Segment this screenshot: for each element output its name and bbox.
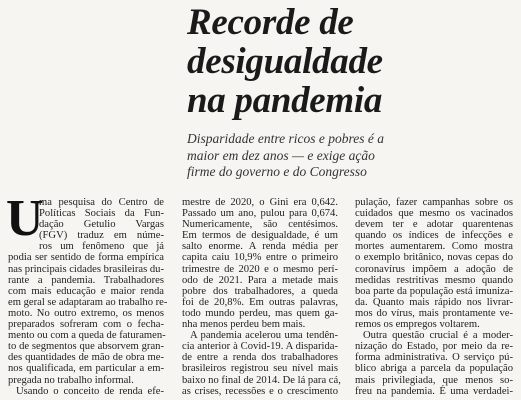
body-line: freu na pandemia. É uma verdadei- bbox=[355, 385, 513, 397]
headline-line: desigualdade bbox=[187, 41, 383, 82]
body-line: Usando o conceito de renda efe- bbox=[16, 385, 164, 397]
headline bbox=[187, 3, 507, 120]
body-line: nha menos perdeu bem mais. bbox=[182, 319, 306, 331]
body-line: remos os empregos voltarem. bbox=[355, 319, 480, 331]
body-line: quando os índices de infecções e bbox=[355, 230, 513, 242]
body-line: A pandemia acelerou uma tendên- bbox=[190, 330, 338, 342]
body-line: todo mundo perdeu, mas quem ga- bbox=[182, 307, 338, 319]
body-line: podia ser sentido de forma empírica bbox=[8, 252, 164, 264]
body-line: Políticas Sociais da Fun- bbox=[39, 208, 164, 220]
body-line: forma administrativa. O serviço pú- bbox=[355, 352, 513, 364]
body-line: nas principais cidades brasileiras du- bbox=[8, 263, 164, 275]
body-line: moto. No outro extremo, os menos bbox=[8, 307, 164, 319]
body-line: capita caiu 10,9% entre o primeiro bbox=[182, 252, 338, 264]
body-line: mais privilegiada, que menos so- bbox=[355, 374, 513, 386]
body-line: foi de 20,8%. Em outras palavras, bbox=[182, 296, 338, 308]
body-line: blico abriga a parcela da população bbox=[355, 363, 513, 375]
body-line: to de segmentos que absorvem gran- bbox=[8, 341, 164, 353]
body-line: trimestre de 2020 e o mesmo perí- bbox=[182, 263, 338, 275]
body-line: nos qualificada, em particular a em- bbox=[8, 363, 164, 375]
body-line: (FGV) traduz em núme- bbox=[39, 230, 164, 242]
body-line: Em termos de desigualdade, é um bbox=[182, 230, 338, 242]
body-line: mestre de 2020, o Gini era 0,642. bbox=[182, 197, 338, 208]
body-line: ros um fenômeno que já bbox=[39, 241, 164, 253]
body-line: da. Quanto mais rápido nos livrar- bbox=[355, 296, 513, 308]
body-line: pulação, fazer campanhas sobre os bbox=[355, 197, 513, 208]
body-line: Passado um ano, pulou para 0,674. bbox=[182, 208, 338, 220]
body-column-2 bbox=[182, 197, 341, 397]
body-column-3 bbox=[355, 197, 513, 397]
body-line: cia anterior à Covid-19. A disparida- bbox=[182, 341, 338, 353]
body-line: medidas restritivas mesmo quando bbox=[355, 274, 513, 286]
body-line: mortes aumentarem. Como mostra bbox=[355, 241, 513, 253]
body-line: preparados sofreram com o fecha- bbox=[8, 319, 164, 331]
body-line: mento ou com a queda de faturamen- bbox=[8, 330, 166, 342]
body-line: dação Getulio Vargas bbox=[39, 219, 164, 231]
body-line: des quantidades de mão de obra me- bbox=[8, 352, 164, 364]
body-line: boa parte da população está imuniza- bbox=[355, 285, 513, 297]
body-line: nização do Estado, por meio da re- bbox=[355, 341, 513, 353]
body-line: mos do vírus, mais prontamente ve- bbox=[355, 307, 513, 319]
body-line: com mais educação e maior renda bbox=[8, 285, 164, 297]
headline-line: Recorde de bbox=[187, 2, 354, 43]
body-line: ma pesquisa do Centro de bbox=[39, 197, 164, 208]
body-line: baixo no final de 2014. De lá para cá, bbox=[182, 374, 341, 386]
headline-line: na pandemia bbox=[187, 80, 383, 121]
body-line: pregada no trabalho informal. bbox=[8, 374, 134, 386]
body-line: Outra questão crucial é a moder- bbox=[363, 330, 513, 342]
body-line: Numericamente, são centésimos. bbox=[182, 219, 338, 231]
drop-cap: U bbox=[6, 190, 44, 247]
body-column-1 bbox=[6, 190, 168, 397]
body-line: salto enorme. A renda média per bbox=[182, 241, 338, 253]
deck-line: Disparidade entre ricos e pobres é a bbox=[187, 131, 384, 146]
deck-line: firme do governo e do Congresso bbox=[187, 164, 367, 179]
body-line: coronavírus impõem a adoção de bbox=[355, 263, 513, 275]
deck bbox=[187, 131, 487, 181]
body-line: cuidados que mesmo os vacinados bbox=[355, 208, 513, 220]
body-line: pobre dos trabalhadores, a queda bbox=[182, 285, 338, 297]
body-line: em geral se adaptaram ao trabalho re- bbox=[8, 296, 168, 308]
body-line: rante a pandemia. Trabalhadores bbox=[8, 274, 164, 286]
body-line: devem ter e adotar quarentenas bbox=[355, 219, 513, 231]
body-line: o exemplo britânico, novas cepas do bbox=[355, 252, 513, 264]
body-line: brasileiros registrou seu nível mais bbox=[182, 363, 338, 375]
deck-line: maior em dez anos — e exige ação bbox=[187, 147, 375, 163]
body-line: odo de 2021. Para a metade mais bbox=[182, 274, 338, 286]
body-line: de entre a renda dos trabalhadores bbox=[182, 352, 338, 364]
body-line: as crises, recessões e o crescimento bbox=[182, 385, 338, 397]
